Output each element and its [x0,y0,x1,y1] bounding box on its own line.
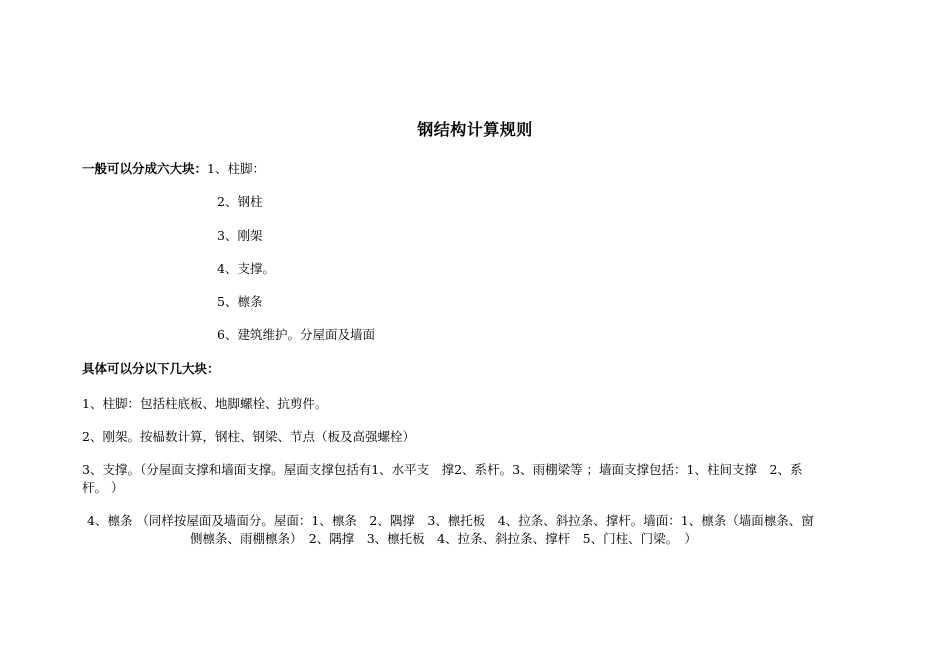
section2-paragraph-3-line1: 3、支撑。（分屋面支撑和墙面支撑。屋面支撑包括有1、水平支 撑2、系杆。3、雨棚梁等 ；墙面支撑包括：1、柱间支撑 2、系 [82,462,803,477]
document-title: 钢结构计算规则 [417,120,533,139]
section2-paragraph-1: 1、柱脚：包括柱底板、地脚螺栓、抗剪件。 [82,396,328,411]
section1-heading: 一般可以分成六大块： [82,161,208,176]
section1-item-2: 2、钢柱 [217,194,263,209]
section1-item-4: 4、支撑。 [217,261,275,276]
section2-paragraph-4-line2: 侧檩条、雨棚檩条） 2、隅撑 3、檩托板 4、拉条、斜拉条、撑杆 5、门柱、门梁。 ） [190,531,697,546]
section1-item-5: 5、檩条 [217,294,263,309]
section2-paragraph-3-line2: 杆。 ） [82,480,124,495]
section2-heading: 具体可以分以下几大块： [82,361,220,376]
section1-first-line [82,160,265,178]
section1-item-6: 6、建筑维护。分屋面及墙面 [217,327,375,342]
section2-paragraph-4-line1: 4、檩条 （同样按屋面及墙面分。屋面：1、檩条 2、隅撑 3、檩托板 4、拉条、斜拉条、撑杆。墙面：1、檩条（墙面檩条、窗 [87,513,814,528]
section2-paragraph-2: 2、刚架。按榀数计算，钢柱、钢梁、节点（板及高强螺栓） [82,429,415,444]
section1-item-3: 3、刚架 [217,228,263,243]
section1-item-1: 1、柱脚： [207,161,265,176]
